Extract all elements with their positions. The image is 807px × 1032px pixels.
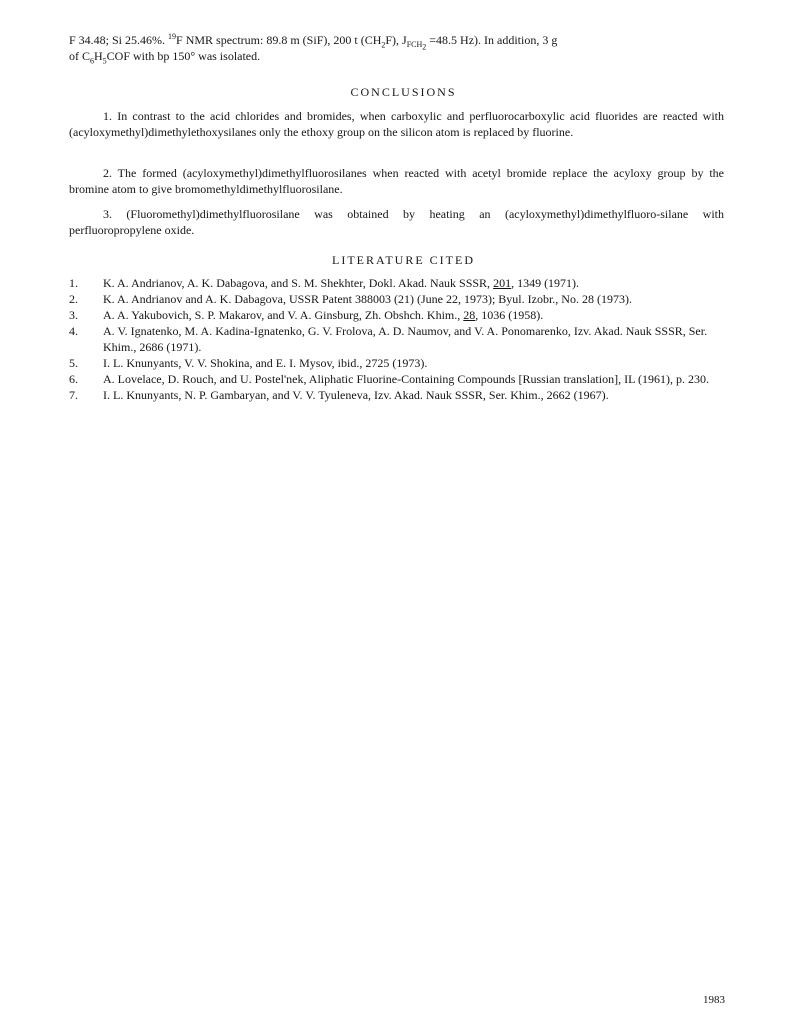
reference-text: K. A. Andrianov and A. K. Dabagova, USSR Patent 388003 (21) (June 22, 1973); Byul. Izobr., No. 28 (1973). bbox=[103, 291, 632, 306]
reference-text: I. L. Knunyants, V. V. Shokina, and E. I. Mysov, ibid., 2725 (1973). bbox=[103, 355, 428, 370]
reference-number: 2. bbox=[69, 291, 78, 306]
intro-text: F 34.48; Si 25.46%. $^{19}$F NMR spectrum: 89.8 m (SiF), 200 t $(CH_2F)$, $J_{FCH_2} =48.5$ Hz). In addition, 3 g of $C_6H_5COF$ with bp 150° was isolated. bbox=[69, 32, 558, 66]
reference-item bbox=[69, 324, 729, 355]
reference-item bbox=[69, 388, 729, 404]
reference-text: A. Lovelace, D. Rouch, and U. Postel'nek, Aliphatic Fluorine-Containing Compounds [Russian translation], IL (1961), p. 230. bbox=[103, 371, 709, 386]
conclusion-1: 1. In contrast to the acid chlorides and bromides, when carboxylic and perfluorocarboxylic acid fluorides are reacted with (acyloxymethyl)dimethylethoxysilanes only the ethoxy group on the silicon atom is replaced by fluorine. bbox=[69, 109, 724, 139]
literature-heading: LITERATURE CITED bbox=[332, 253, 475, 267]
conclusion-2: 2. The formed (acyloxymethyl)dimethylfluorosilanes when reacted with acetyl bromide replace the acyloxy group by the bromine atom to give bromomethyldimethylfluorosilane. bbox=[69, 166, 724, 196]
reference-item bbox=[69, 308, 729, 324]
conclusions-heading: CONCLUSIONS bbox=[350, 85, 457, 99]
reference-item bbox=[69, 356, 729, 372]
reference-volume: 28 bbox=[463, 307, 476, 322]
reference-text: A. A. Yakubovich, S. P. Makarov, and V. A. Ginsburg, Zh. Obshch. Khim., bbox=[103, 307, 464, 322]
reference-item bbox=[69, 292, 729, 308]
reference-pages: , 1349 (1971). bbox=[511, 276, 580, 290]
reference-pages: , 1036 (1958). bbox=[475, 307, 544, 322]
reference-number: 3. bbox=[69, 307, 78, 322]
reference-item bbox=[69, 372, 729, 388]
reference-list bbox=[69, 276, 729, 403]
reference-number: 4. bbox=[69, 323, 78, 338]
page-number: 1983 bbox=[703, 994, 725, 1006]
reference-number: 5. bbox=[69, 355, 78, 370]
reference-number: 7. bbox=[69, 387, 78, 402]
reference-number: 6. bbox=[69, 371, 78, 386]
reference-item bbox=[69, 276, 729, 292]
reference-number: 1. bbox=[69, 276, 78, 290]
conclusion-3: 3. (Fluoromethyl)dimethylfluorosilane was obtained by heating an (acyloxymethyl)dimethylfluoro-silane with perfluoropropylene oxide. bbox=[69, 207, 724, 237]
reference-text: A. V. Ignatenko, M. A. Kadina-Ignatenko, G. V. Frolova, A. D. Naumov, and V. A. Ponomarenko, Izv. Akad. Nauk SSSR, Ser. Khim., 2686 (1971). bbox=[103, 323, 708, 354]
reference-volume: 201 bbox=[493, 276, 512, 290]
reference-text: K. A. Andrianov, A. K. Dabagova, and S. M. Shekhter, Dokl. Akad. Nauk SSSR, bbox=[103, 276, 494, 290]
reference-text: I. L. Knunyants, N. P. Gambaryan, and V. V. Tyuleneva, Izv. Akad. Nauk SSSR, Ser. Khim., 2662 (1967). bbox=[103, 387, 609, 402]
